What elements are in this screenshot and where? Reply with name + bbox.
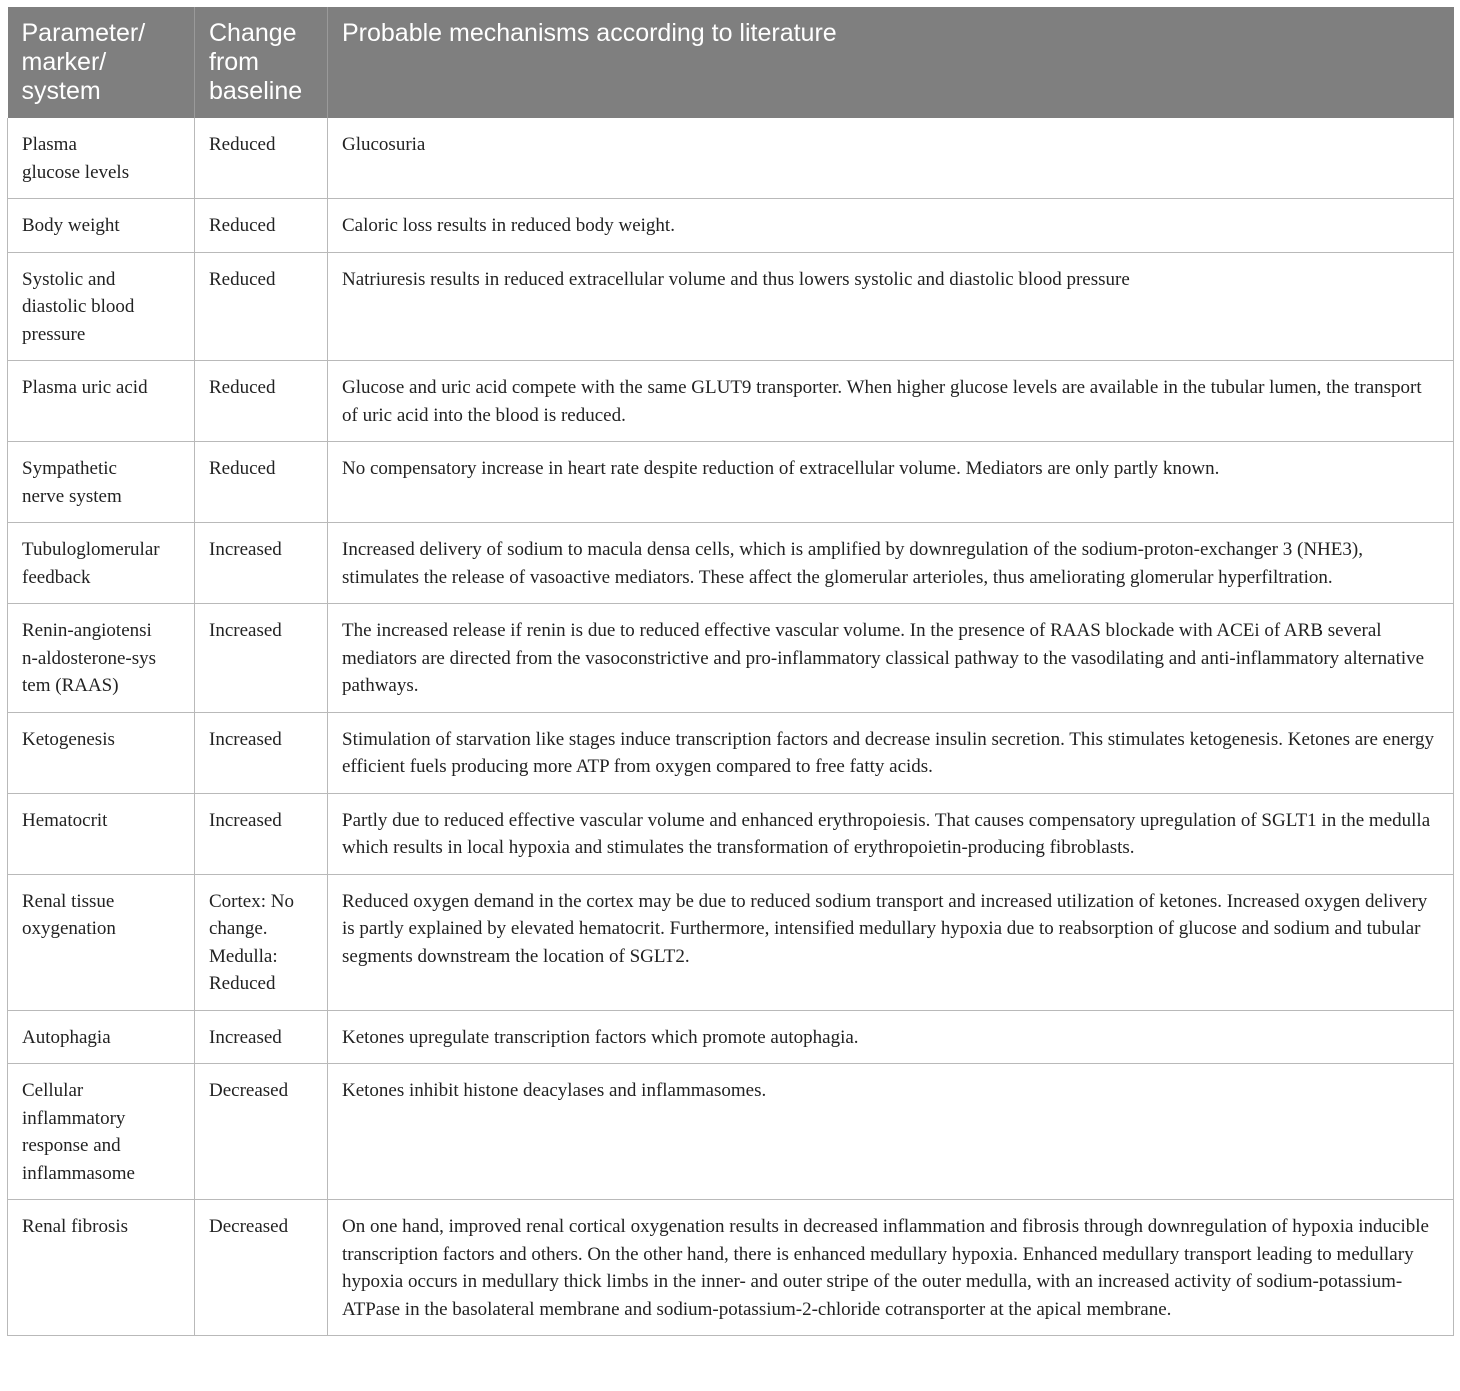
cell-mechanism: Caloric loss results in reduced body weight. (328, 199, 1454, 253)
cell-change: Reduced (195, 252, 328, 361)
cell-parameter: Plasma glucose levels (8, 118, 195, 199)
cell-mechanism: Partly due to reduced effective vascular volume and enhanced erythropoiesis. That causes compensatory upregulation of SGLT1 in the medulla which results in local hypoxia and stimulates the transformation of erythropoietin-producing fibroblasts. (328, 793, 1454, 874)
cell-mechanism: Ketones inhibit histone deacylases and inflammasomes. (328, 1064, 1454, 1200)
table-row (8, 523, 1454, 604)
cell-mechanism: Reduced oxygen demand in the cortex may be due to reduced sodium transport and increased utilization of ketones. Increased oxygen delivery is partly explained by elevated hematocrit. Furthermore, intensified medullary hypoxia due to reabsorption of glucose and sodium and tubular segments downstream the location of SGLT2. (328, 874, 1454, 1010)
cell-change: Increased (195, 712, 328, 793)
cell-change: Reduced (195, 118, 328, 199)
header-mechanism: Probable mechanisms according to literature (328, 7, 1454, 118)
cell-parameter: Cellular inflammatory response and inflammasome (8, 1064, 195, 1200)
cell-parameter: Body weight (8, 199, 195, 253)
cell-mechanism: Glucosuria (328, 118, 1454, 199)
cell-mechanism: Increased delivery of sodium to macula densa cells, which is amplified by downregulation of the sodium-proton-exchanger 3 (NHE3), stimulates the release of vasoactive mediators. These affect the glomerular arterioles, thus ameliorating glomerular hyperfiltration. (328, 523, 1454, 604)
table-row (8, 442, 1454, 523)
cell-mechanism: On one hand, improved renal cortical oxygenation results in decreased inflammation and fibrosis through downregulation of hypoxia inducible transcription factors and others. On the other hand, there is enhanced medullary hypoxia. Enhanced medullary transport leading to medullary hypoxia occurs in medullary thick limbs in the inner- and outer stripe of the outer medulla, with an increased activity of sodium-potassium-ATPase in the basolateral membrane and sodium-potassium-2-chloride cotransporter at the apical membrane. (328, 1200, 1454, 1336)
header-parameter: Parameter/ marker/ system (8, 7, 195, 118)
cell-change: Reduced (195, 442, 328, 523)
cell-parameter: Tubuloglomerular feedback (8, 523, 195, 604)
cell-change: Increased (195, 793, 328, 874)
table-row (8, 361, 1454, 442)
cell-parameter: Autophagia (8, 1010, 195, 1064)
cell-parameter: Plasma uric acid (8, 361, 195, 442)
table-body (8, 118, 1454, 1336)
table-header (8, 7, 1454, 118)
cell-parameter: Renin-angiotensin-aldosterone-system (RAAS) (8, 604, 195, 713)
table-row (8, 118, 1454, 199)
cell-parameter: Ketogenesis (8, 712, 195, 793)
cell-mechanism: Stimulation of starvation like stages induce transcription factors and decrease insulin secretion. This stimulates ketogenesis. Ketones are energy efficient fuels producing more ATP from oxygen compared to free fatty acids. (328, 712, 1454, 793)
table-container (7, 7, 1453, 1336)
cell-change: Increased (195, 523, 328, 604)
table-row (8, 604, 1454, 713)
table-row (8, 1010, 1454, 1064)
table-row (8, 252, 1454, 361)
cell-change: Cortex: No change. Medulla: Reduced (195, 874, 328, 1010)
table-row (8, 793, 1454, 874)
cell-mechanism: Glucose and uric acid compete with the same GLUT9 transporter. When higher glucose levels are available in the tubular lumen, the transport of uric acid into the blood is reduced. (328, 361, 1454, 442)
table-row (8, 199, 1454, 253)
header-change: Change from baseline (195, 7, 328, 118)
table-row (8, 712, 1454, 793)
cell-change: Increased (195, 1010, 328, 1064)
cell-change: Decreased (195, 1064, 328, 1200)
cell-parameter: Renal tissue oxygenation (8, 874, 195, 1010)
cell-mechanism: Natriuresis results in reduced extracellular volume and thus lowers systolic and diastolic blood pressure (328, 252, 1454, 361)
cell-change: Reduced (195, 199, 328, 253)
cell-parameter: Sympathetic nerve system (8, 442, 195, 523)
cell-mechanism: No compensatory increase in heart rate despite reduction of extracellular volume. Mediators are only partly known. (328, 442, 1454, 523)
table-row (8, 874, 1454, 1010)
mechanisms-table (7, 7, 1454, 1336)
header-row (8, 7, 1454, 118)
cell-mechanism: The increased release if renin is due to reduced effective vascular volume. In the presence of RAAS blockade with ACEi of ARB several mediators are directed from the vasoconstrictive and pro-inflammatory classical pathway to the vasodilating and anti-inflammatory alternative pathways. (328, 604, 1454, 713)
cell-mechanism: Ketones upregulate transcription factors which promote autophagia. (328, 1010, 1454, 1064)
cell-change: Reduced (195, 361, 328, 442)
cell-change: Decreased (195, 1200, 328, 1336)
cell-change: Increased (195, 604, 328, 713)
cell-parameter: Systolic and diastolic blood pressure (8, 252, 195, 361)
table-row (8, 1064, 1454, 1200)
cell-parameter: Hematocrit (8, 793, 195, 874)
cell-parameter: Renal fibrosis (8, 1200, 195, 1336)
table-row (8, 1200, 1454, 1336)
